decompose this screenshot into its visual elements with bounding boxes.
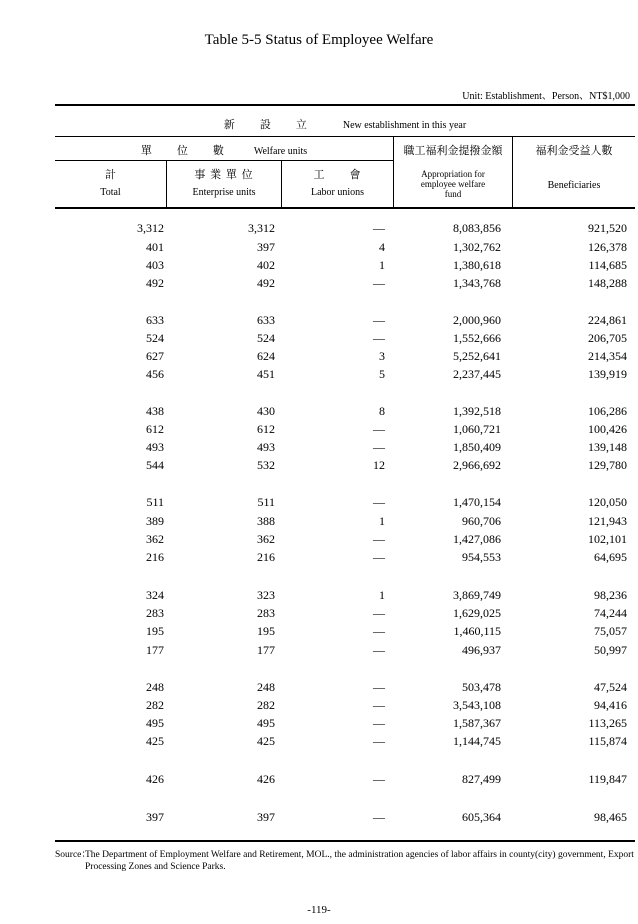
cell-labor: 8: [379, 404, 385, 418]
cell-appropriation: 1,060,721: [453, 422, 501, 436]
cell-enterprise: 426: [257, 772, 275, 786]
table-bottom-rule: [55, 840, 635, 842]
cell-labor: —: [373, 440, 385, 454]
table-row: [55, 810, 635, 828]
cell-total: 403: [146, 258, 164, 272]
cell-labor: 5: [379, 367, 385, 381]
cell-beneficiaries: 139,919: [588, 367, 627, 381]
cell-beneficiaries: 47,524: [594, 680, 627, 694]
cell-total: 283: [146, 606, 164, 620]
cell-total: 425: [146, 734, 164, 748]
cell-enterprise: 3,312: [248, 221, 275, 235]
cell-beneficiaries: 121,943: [588, 514, 627, 528]
cell-total: 248: [146, 680, 164, 694]
header-enterprise-zh: 事 業 單 位: [194, 169, 254, 181]
cell-labor: —: [373, 810, 385, 824]
header-total-zh: 計: [105, 169, 116, 181]
cell-enterprise: 195: [257, 624, 275, 638]
cell-appropriation: 605,364: [462, 810, 501, 824]
cell-labor: 3: [379, 349, 385, 363]
header-new-zh: 新 設 立: [223, 119, 308, 131]
cell-labor: —: [373, 734, 385, 748]
cell-appropriation: 1,552,666: [453, 331, 501, 345]
cell-enterprise: 430: [257, 404, 275, 418]
cell-enterprise: 493: [257, 440, 275, 454]
table-row: [55, 221, 635, 239]
table-row: [55, 349, 635, 367]
header-new-en: New establishment in this year: [342, 120, 467, 131]
cell-appropriation: 1,850,409: [453, 440, 501, 454]
cell-labor: 1: [379, 514, 385, 528]
cell-labor: —: [373, 495, 385, 509]
header-bottom-rule: [55, 207, 635, 209]
cell-appropriation: 3,543,108: [453, 698, 501, 712]
cell-beneficiaries: 206,705: [588, 331, 627, 345]
cell-appropriation: 3,869,749: [453, 588, 501, 602]
header-appropriation-zh: 職工福利金提撥金額: [403, 145, 503, 157]
cell-total: 492: [146, 276, 164, 290]
cell-beneficiaries: 64,695: [594, 550, 627, 564]
source-note: [55, 849, 635, 873]
cell-labor: —: [373, 550, 385, 564]
cell-appropriation: 5,252,641: [453, 349, 501, 363]
table-row: [55, 716, 635, 734]
cell-enterprise: 283: [257, 606, 275, 620]
cell-total: 324: [146, 588, 164, 602]
table-row: [55, 458, 635, 476]
cell-labor: —: [373, 606, 385, 620]
cell-appropriation: 1,470,154: [453, 495, 501, 509]
cell-total: 282: [146, 698, 164, 712]
header-new-establishment: [55, 116, 635, 132]
cell-beneficiaries: 224,861: [588, 313, 627, 327]
cell-total: 438: [146, 404, 164, 418]
header-labor-en: Labor unions: [310, 187, 365, 198]
cell-total: 633: [146, 313, 164, 327]
cell-beneficiaries: 921,520: [588, 221, 627, 235]
table-title: Table 5-5 Status of Employee Welfare: [204, 32, 434, 48]
header-enterprise-en: Enterprise units: [192, 187, 256, 198]
cell-total: 544: [146, 458, 164, 472]
cell-beneficiaries: 106,286: [588, 404, 627, 418]
header-labor-zh: 工 會: [313, 169, 362, 181]
cell-total: 195: [146, 624, 164, 638]
cell-appropriation: 503,478: [462, 680, 501, 694]
cell-beneficiaries: 126,378: [588, 240, 627, 254]
cell-labor: 1: [379, 258, 385, 272]
cell-labor: —: [373, 422, 385, 436]
cell-enterprise: 323: [257, 588, 275, 602]
cell-beneficiaries: 214,354: [588, 349, 627, 363]
cell-appropriation: 1,427,086: [453, 532, 501, 546]
table-row: [55, 367, 635, 385]
cell-labor: —: [373, 772, 385, 786]
cell-enterprise: 362: [257, 532, 275, 546]
cell-enterprise: 451: [257, 367, 275, 381]
top-rule: [55, 104, 635, 106]
cell-labor: 12: [373, 458, 385, 472]
cell-total: 612: [146, 422, 164, 436]
cell-appropriation: 960,706: [462, 514, 501, 528]
cell-appropriation: 827,499: [462, 772, 501, 786]
header-beneficiaries-zh: 福利金受益人數: [535, 145, 613, 157]
header-beneficiaries-en: Beneficiaries: [547, 180, 601, 191]
cell-total: 627: [146, 349, 164, 363]
cell-enterprise: 532: [257, 458, 275, 472]
cell-beneficiaries: 119,847: [588, 772, 627, 786]
cell-enterprise: 177: [257, 643, 275, 657]
cell-enterprise: 425: [257, 734, 275, 748]
cell-beneficiaries: 139,148: [588, 440, 627, 454]
cell-appropriation: 8,083,856: [453, 221, 501, 235]
cell-enterprise: 524: [257, 331, 275, 345]
cell-appropriation: 1,343,768: [453, 276, 501, 290]
cell-labor: —: [373, 331, 385, 345]
header-appropriation-en: Appropriation for employee welfare fund: [420, 169, 486, 199]
cell-appropriation: 1,144,745: [453, 734, 501, 748]
cell-labor: —: [373, 276, 385, 290]
cell-enterprise: 216: [257, 550, 275, 564]
cell-appropriation: 1,629,025: [453, 606, 501, 620]
header-welfare-units: [55, 142, 393, 158]
cell-appropriation: 1,587,367: [453, 716, 501, 730]
table-row: [55, 331, 635, 349]
cell-total: 401: [146, 240, 164, 254]
cell-labor: —: [373, 698, 385, 712]
cell-beneficiaries: 148,288: [588, 276, 627, 290]
cell-appropriation: 1,392,518: [453, 404, 501, 418]
table-row: [55, 514, 635, 532]
source-label: Source：: [55, 850, 91, 860]
cell-labor: —: [373, 680, 385, 694]
cell-beneficiaries: 94,416: [594, 698, 627, 712]
source-text: The Department of Employment Welfare and Retirement, MOL., the administration agencies of labor affairs in county(city) government, Export Processing Zones and Science Parks.: [85, 850, 634, 872]
table-row: [55, 734, 635, 752]
cell-total: 426: [146, 772, 164, 786]
table-row: [55, 404, 635, 422]
cell-labor: —: [373, 221, 385, 235]
unit-note: Unit: Establishment、Person、NT$1,000: [462, 91, 630, 102]
cell-total: 216: [146, 550, 164, 564]
header-rule-1: [55, 136, 635, 137]
cell-enterprise: 282: [257, 698, 275, 712]
header-units-zh: 單 位 數: [140, 145, 225, 157]
cell-beneficiaries: 98,236: [594, 588, 627, 602]
cell-beneficiaries: 129,780: [588, 458, 627, 472]
cell-beneficiaries: 100,426: [588, 422, 627, 436]
cell-total: 524: [146, 331, 164, 345]
cell-appropriation: 496,937: [462, 643, 501, 657]
table-row: [55, 422, 635, 440]
cell-labor: 4: [379, 240, 385, 254]
table-row: [55, 698, 635, 716]
cell-enterprise: 397: [257, 240, 275, 254]
cell-beneficiaries: 50,997: [594, 643, 627, 657]
cell-beneficiaries: 114,685: [588, 258, 627, 272]
cell-appropriation: 2,237,445: [453, 367, 501, 381]
cell-beneficiaries: 98,465: [594, 810, 627, 824]
cell-appropriation: 1,380,618: [453, 258, 501, 272]
cell-beneficiaries: 102,101: [588, 532, 627, 546]
cell-appropriation: 954,553: [462, 550, 501, 564]
page-number: -119-: [307, 904, 331, 916]
cell-appropriation: 1,460,115: [453, 624, 501, 638]
cell-enterprise: 248: [257, 680, 275, 694]
table-row: [55, 643, 635, 661]
header-units-en: Welfare units: [253, 146, 308, 157]
cell-labor: —: [373, 532, 385, 546]
cell-enterprise: 624: [257, 349, 275, 363]
table-row: [55, 680, 635, 698]
cell-beneficiaries: 115,874: [588, 734, 627, 748]
table-row: [55, 772, 635, 790]
cell-labor: —: [373, 643, 385, 657]
table-row: [55, 276, 635, 294]
cell-beneficiaries: 75,057: [594, 624, 627, 638]
cell-labor: —: [373, 624, 385, 638]
cell-total: 495: [146, 716, 164, 730]
cell-enterprise: 633: [257, 313, 275, 327]
table-row: [55, 606, 635, 624]
header-rule-2: [55, 160, 393, 161]
cell-total: 397: [146, 810, 164, 824]
cell-enterprise: 397: [257, 810, 275, 824]
cell-enterprise: 612: [257, 422, 275, 436]
cell-labor: 1: [379, 588, 385, 602]
cell-labor: —: [373, 313, 385, 327]
cell-total: 389: [146, 514, 164, 528]
table-row: [55, 258, 635, 276]
cell-enterprise: 402: [257, 258, 275, 272]
cell-appropriation: 2,966,692: [453, 458, 501, 472]
table-row: [55, 440, 635, 458]
table-row: [55, 624, 635, 642]
table-row: [55, 588, 635, 606]
cell-enterprise: 495: [257, 716, 275, 730]
table-row: [55, 240, 635, 258]
table-row: [55, 313, 635, 331]
table-row: [55, 532, 635, 550]
table-row: [55, 495, 635, 513]
cell-appropriation: 2,000,960: [453, 313, 501, 327]
cell-labor: —: [373, 716, 385, 730]
cell-enterprise: 388: [257, 514, 275, 528]
cell-beneficiaries: 113,265: [588, 716, 627, 730]
cell-enterprise: 511: [257, 495, 275, 509]
header-total-en: Total: [100, 187, 121, 198]
cell-beneficiaries: 74,244: [594, 606, 627, 620]
cell-appropriation: 1,302,762: [453, 240, 501, 254]
table-row: [55, 550, 635, 568]
cell-total: 3,312: [137, 221, 164, 235]
cell-total: 177: [146, 643, 164, 657]
cell-total: 493: [146, 440, 164, 454]
cell-total: 456: [146, 367, 164, 381]
cell-total: 362: [146, 532, 164, 546]
cell-total: 511: [146, 495, 164, 509]
cell-enterprise: 492: [257, 276, 275, 290]
cell-beneficiaries: 120,050: [588, 495, 627, 509]
